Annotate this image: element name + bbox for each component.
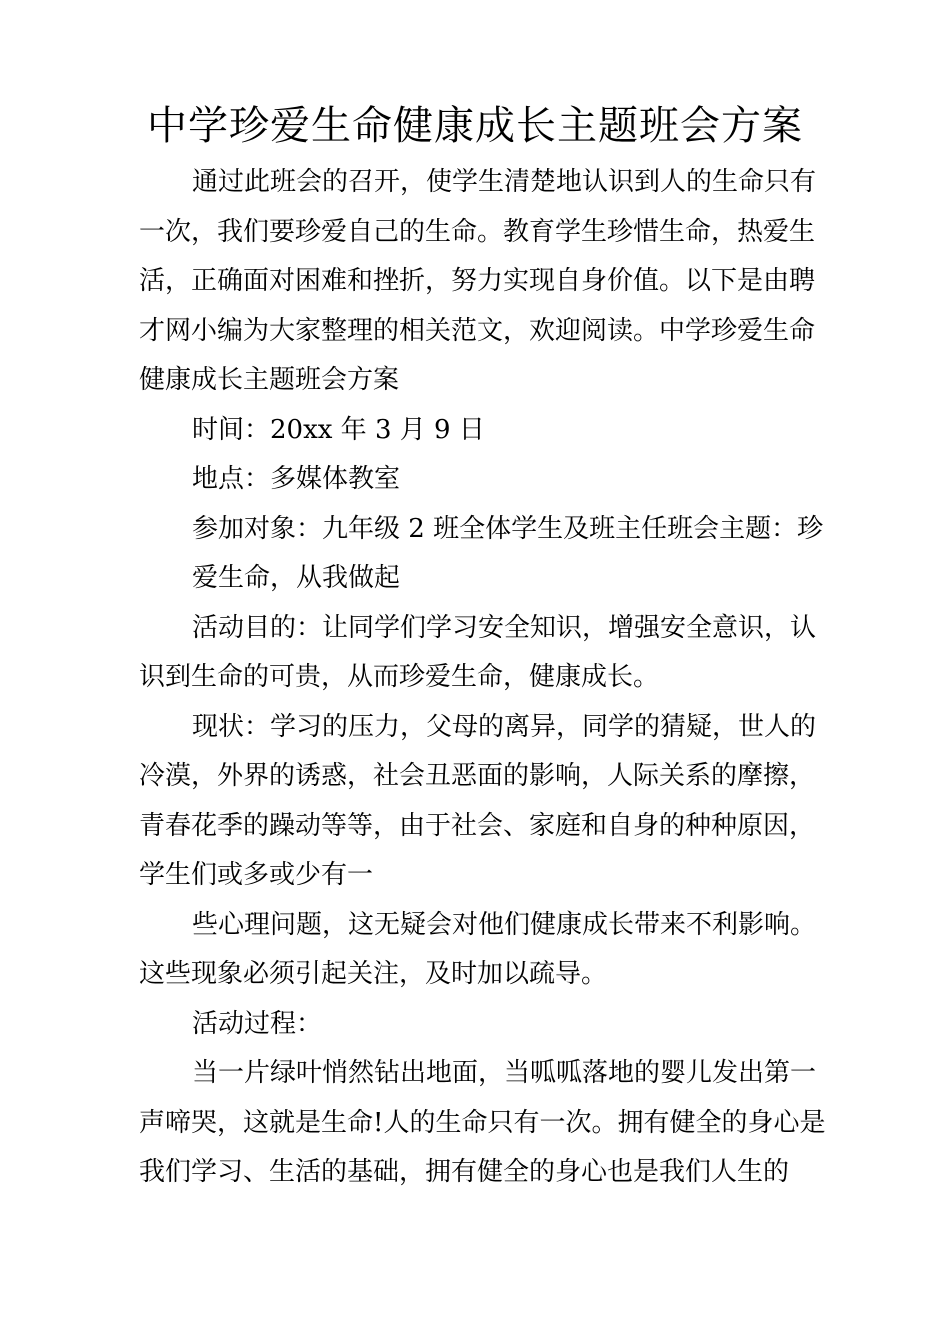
text-line: 我们学习、生活的基础，拥有健全的身心也是我们人生的: [139, 1157, 790, 1187]
text-line: 学生们或多或少有一: [139, 860, 374, 890]
text-line: 健康成长主题班会方案: [139, 365, 400, 395]
text-line: 青春花季的躁动等等，由于社会、家庭和自身的种种原因，: [139, 810, 816, 841]
text-line: 地点：多媒体教室: [192, 464, 401, 494]
text-line: 些心理问题，这无疑会对他们健康成长带来不利影响。: [192, 909, 817, 940]
text-line: 这些现象必须引起关注，及时加以疏导。: [139, 959, 608, 989]
text-line: 当一片绿叶悄然钻出地面，当呱呱落地的婴儿发出第一: [192, 1058, 817, 1088]
document-body: [139, 158, 826, 1198]
text-line: 活，正确面对困难和挫折，努力实现自身价值。以下是由聘: [139, 266, 816, 296]
text-line: 冷漠，外界的诱惑，社会丑恶面的影响，人际关系的摩擦，: [139, 761, 816, 791]
text-line: 通过此班会的召开，使学生清楚地认识到人的生命只有: [192, 167, 817, 197]
text-line: 时间：20xx 年 3 月 9 日: [192, 414, 485, 445]
text-line: 活动过程：: [192, 1008, 323, 1039]
text-line: 爱生命，从我做起: [192, 563, 401, 593]
text-line: 识到生命的可贵，从而珍爱生命，健康成长。: [139, 662, 660, 692]
text-line: 才网小编为大家整理的相关范文，欢迎阅读。中学珍爱生命: [139, 315, 816, 346]
text-line: 活动目的：让同学们学习安全知识，增强安全意识，认: [192, 612, 817, 643]
text-line: 声啼哭，这就是生命!人的生命只有一次。拥有健全的身心是: [139, 1107, 826, 1138]
text-line: 现状：学习的压力，父母的离异，同学的猜疑，世人的: [192, 711, 817, 742]
document-title: 中学珍爱生命健康成长主题班会方案: [147, 103, 803, 149]
text-line: 一次，我们要珍爱自己的生命。教育学生珍惜生命，热爱生: [139, 216, 816, 247]
text-line: 参加对象：九年级 2 班全体学生及班主任班会主题：珍: [192, 513, 824, 544]
